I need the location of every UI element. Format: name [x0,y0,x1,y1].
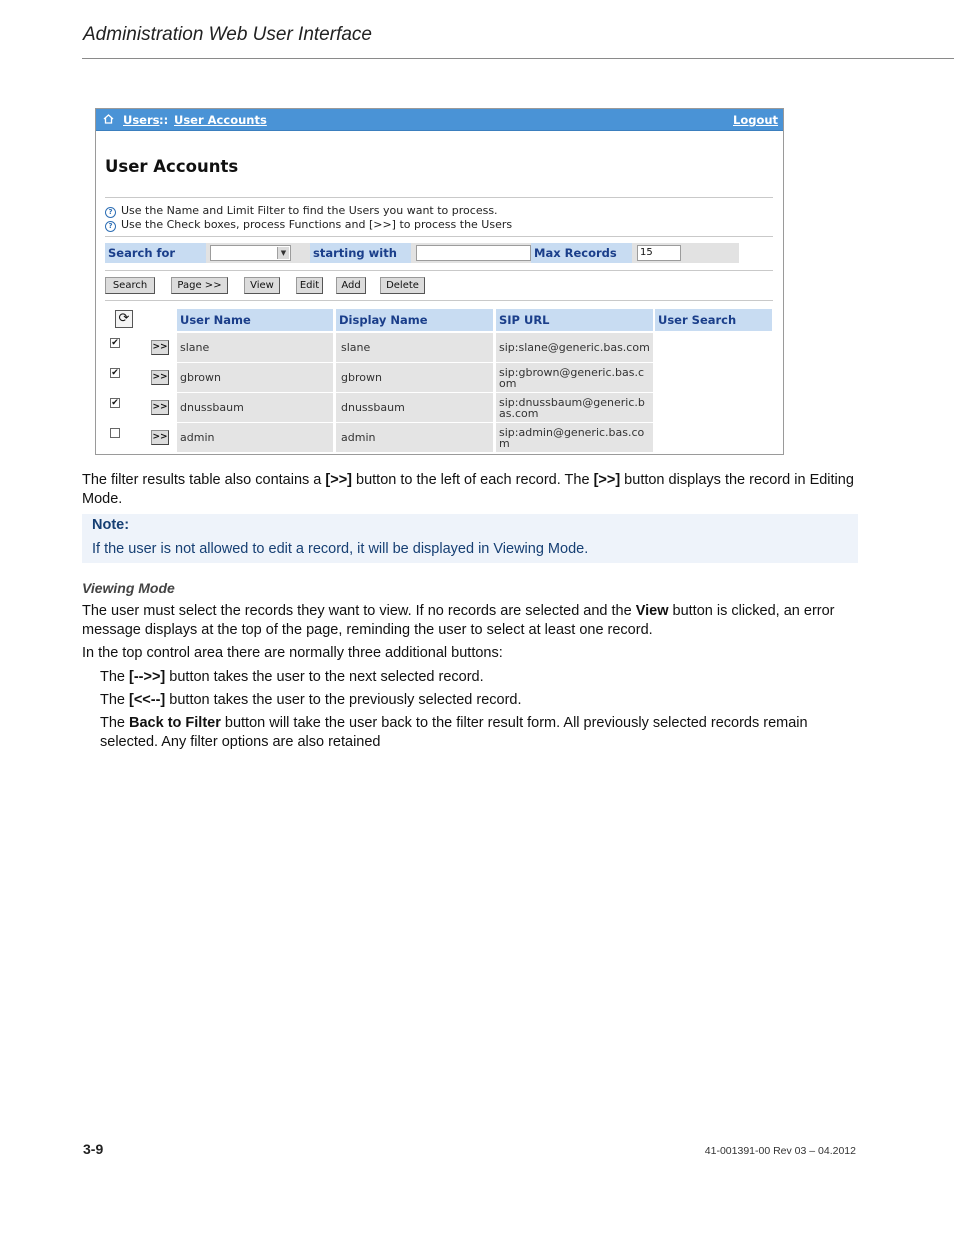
cell-display-name: gbrown [336,363,493,392]
column-header-sip-url[interactable]: SIP URL [496,309,653,331]
delete-button[interactable]: Delete [380,277,425,294]
cell-user-name: dnussbaum [177,393,333,422]
cell-sip-url: sip:gbrown@generic.bas.com [496,363,653,392]
help-line-2 [105,218,512,232]
help-icon: ? [105,207,116,218]
running-head: Administration Web User Interface [83,24,372,45]
paragraph-viewing-mode: The user must select the records they want to view. If no records are selected and the View button is clicked, an error message displays at the top of the page, reminding the user to select at least one record. [82,603,835,638]
cell-user-name: gbrown [177,363,333,392]
footer-page-number: 3-9 [83,1141,104,1157]
starting-with-label: starting with [310,243,411,263]
search-for-select[interactable] [210,245,291,261]
cell-display-name: admin [336,423,493,452]
divider [105,236,773,237]
column-header-user-name[interactable]: User Name [177,309,333,331]
paragraph-filter-results: The filter results table also contains a [>>] button to the left of each record. The [>>] button displays the record in Editing Mode. [82,472,854,507]
row-checkbox[interactable]: ✔ [111,368,119,378]
footer-document-id: 41-001391-00 Rev 03 – 04.2012 [704,1145,856,1157]
cell-sip-url: sip:dnussbaum@generic.bas.com [496,393,653,422]
breadcrumb-separator: :: [159,113,169,127]
divider [105,300,773,301]
chevron-down-icon: ▼ [277,247,289,259]
note-text: If the user is not allowed to edit a record, it will be displayed in Viewing Mode. [92,541,589,557]
open-record-button[interactable]: >> [151,430,169,445]
cell-display-name: slane [336,333,493,362]
search-button[interactable]: Search [105,277,155,294]
max-records-input[interactable]: 15 [637,245,681,261]
list-item-previous-record: The [<<--] button takes the user to the previously selected record. [100,692,522,708]
open-record-button[interactable]: >> [151,340,169,355]
header-rule [82,58,954,59]
logout-link[interactable]: Logout [733,113,779,127]
breadcrumb-user-accounts-link[interactable]: User Accounts [174,113,267,127]
help-line-1 [105,204,498,218]
help-icon: ? [105,221,116,232]
view-button[interactable]: View [244,277,280,294]
edit-button[interactable]: Edit [296,277,323,294]
paragraph-top-control-area: In the top control area there are normally three additional buttons: [82,645,503,661]
cell-display-name: dnussbaum [336,393,493,422]
open-record-button[interactable]: >> [151,400,169,415]
refresh-icon[interactable]: ⟳ [115,310,133,328]
note-title: Note: [92,517,130,533]
add-button[interactable]: Add [336,277,366,294]
cell-sip-url: sip:slane@generic.bas.com [496,333,653,362]
divider [105,197,773,198]
cell-user-name: admin [177,423,333,452]
help-text: Use the Name and Limit Filter to find the Users you want to process. [121,204,498,217]
search-for-label: Search for [105,243,206,263]
list-item-next-record: The [-->>] button takes the user to the next selected record. [100,669,484,685]
cell-sip-url: sip:admin@generic.bas.com [496,423,653,452]
section-heading-viewing-mode: Viewing Mode [82,580,175,596]
column-header-display-name[interactable]: Display Name [336,309,493,331]
column-header-user-search[interactable]: User Search [655,309,772,331]
note-box [82,514,858,563]
help-text: Use the Check boxes, process Functions and [>>] to process the Users [121,218,513,231]
row-checkbox[interactable]: ✔ [111,338,119,348]
open-record-button[interactable]: >> [151,370,169,385]
page-next-button[interactable]: Page >> [171,277,228,294]
cell-user-name: slane [177,333,333,362]
user-accounts-screenshot [95,108,784,455]
list-item-back-to-filter: The Back to Filter button will take the user back to the filter result form. All previously selected records remain selected. Any filter options are also retained [100,715,808,750]
divider [105,270,773,271]
home-icon[interactable] [103,114,114,124]
row-checkbox[interactable]: ✔ [111,398,119,408]
page-title: User Accounts [105,157,239,176]
row-checkbox[interactable] [110,428,120,438]
filter-row [105,243,739,263]
starting-with-input[interactable] [416,245,531,261]
breadcrumb-users-link[interactable]: Users [123,113,160,127]
max-records-label: Max Records [531,243,632,263]
top-nav-bar [96,109,783,131]
